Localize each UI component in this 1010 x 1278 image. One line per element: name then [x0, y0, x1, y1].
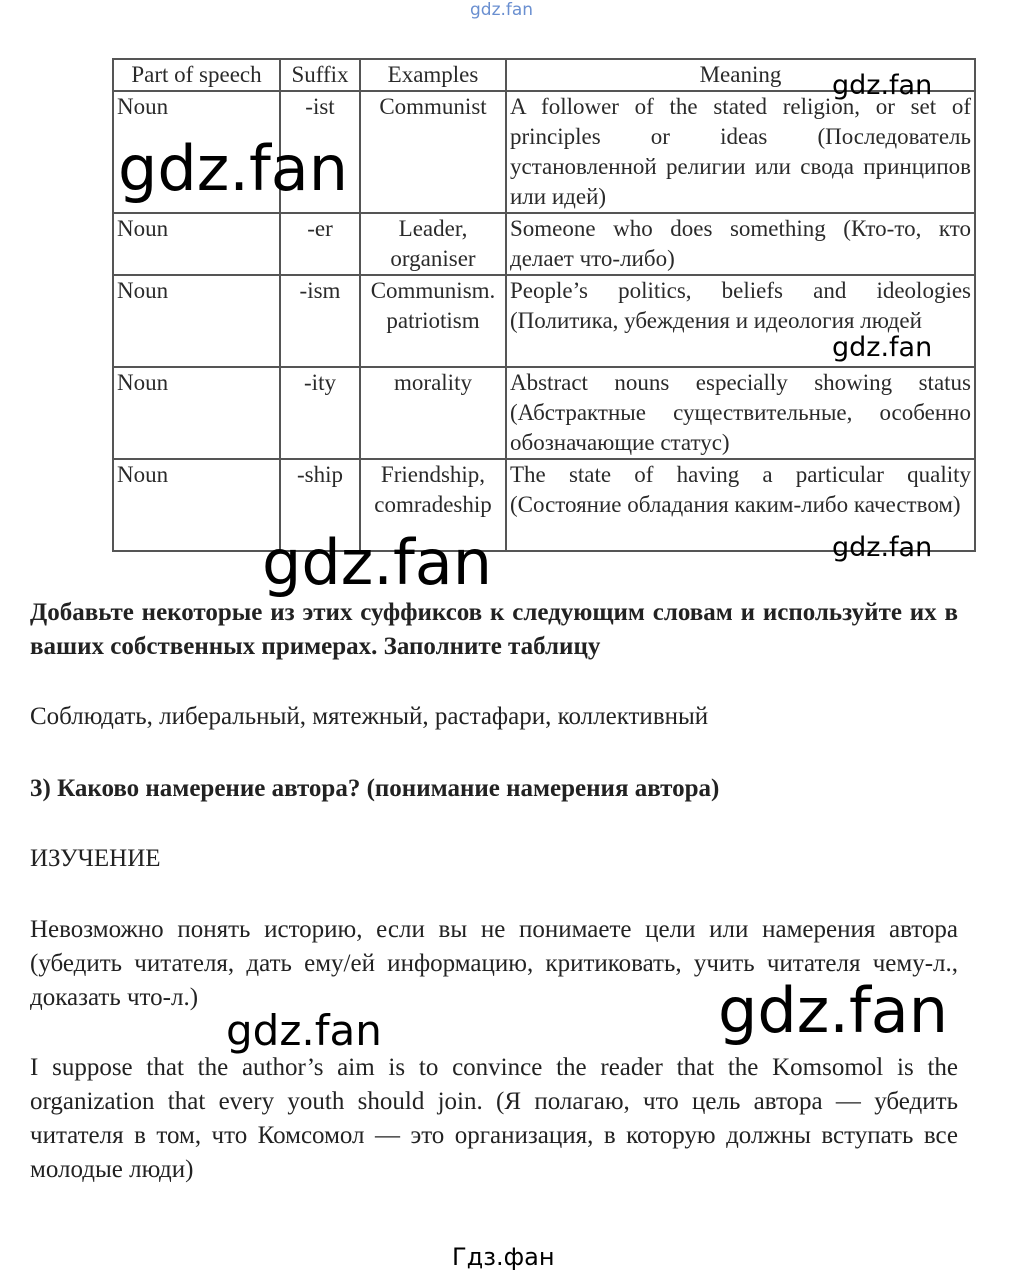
watermark-text-small: gdz.fan — [226, 1006, 382, 1055]
cell-examples: Communism. patriotism — [360, 275, 506, 367]
cell-suffix: -ism — [280, 275, 360, 367]
cell-part-of-speech: Noun — [113, 459, 280, 551]
header-part-of-speech: Part of speech — [113, 59, 280, 91]
study-paragraph: Невозможно понять историю, если вы не понимаете цели или намерения автора (убедить читателя, дать ему/ей информацию, критиковать, учить читателя чему-л., доказать что-л.) — [30, 916, 958, 1011]
word-list: Соблюдать, либеральный, мятежный, растафари, коллективный — [30, 703, 709, 730]
cell-part-of-speech: Noun — [113, 213, 280, 275]
header-suffix: Suffix — [280, 59, 360, 91]
watermark-top: gdz.fan — [470, 0, 534, 20]
watermark-table-right-3: gdz.fan — [832, 532, 933, 563]
cell-part-of-speech: Noun — [113, 91, 280, 213]
cell-suffix: -er — [280, 213, 360, 275]
watermark-table-center: gdz.fan — [262, 526, 493, 599]
watermark-bottom: Гдз.фан — [452, 1243, 555, 1271]
watermark-table-right-2: gdz.fan — [832, 332, 933, 363]
cell-meaning: A follower of the stated religion, or set of principles or ideas (Последователь установленной религии или свода принципов или идей) — [506, 91, 975, 213]
cell-examples: Communist — [360, 91, 506, 213]
watermark-table-right-1: gdz.fan — [832, 70, 933, 101]
task-heading: Добавьте некоторые из этих суффиксов к следующим словам и используйте их в ваших собственных примерах. Заполните таблицу — [30, 599, 958, 660]
section-label: ИЗУЧЕНИЕ — [30, 845, 161, 872]
cell-part-of-speech: Noun — [113, 275, 280, 367]
watermark-text-large: gdz.fan — [718, 974, 949, 1047]
cell-suffix: -ist — [280, 91, 360, 213]
cell-examples: Friendship, comradeship — [360, 459, 506, 551]
cell-meaning: Abstract nouns especially showing status (Абстрактные существительные, особенно обозначающие статус) — [506, 367, 975, 459]
cell-suffix: -ship — [280, 459, 360, 551]
question-heading: 3) Каково намерение автора? (понимание намерения автора) — [30, 775, 720, 802]
cell-part-of-speech: Noun — [113, 367, 280, 459]
header-examples: Examples — [360, 59, 506, 91]
cell-examples: Leader, organiser — [360, 213, 506, 275]
cell-suffix: -ity — [280, 367, 360, 459]
cell-meaning: People’s politics, beliefs and ideologies (Политика, убеждения и идеология людей — [506, 275, 975, 367]
table-row — [113, 367, 975, 459]
cell-examples: morality — [360, 367, 506, 459]
header-meaning: Meaning — [506, 59, 975, 91]
watermark-table-left: gdz.fan — [118, 132, 349, 205]
cell-meaning: Someone who does something (Кто-то, кто делает что-либо) — [506, 213, 975, 275]
answer-paragraph: I suppose that the author’s aim is to convince the reader that the Komsomol is the organization that every youth should join. (Я полагаю, что цель автора — убедить читателя в том, что Комсомол — это организация, в которую должны вступать все молодые люди) — [30, 1054, 958, 1183]
cell-meaning: The state of having a particular quality (Состояние обладания каким-либо качеством) — [506, 459, 975, 551]
table-row — [113, 213, 975, 275]
